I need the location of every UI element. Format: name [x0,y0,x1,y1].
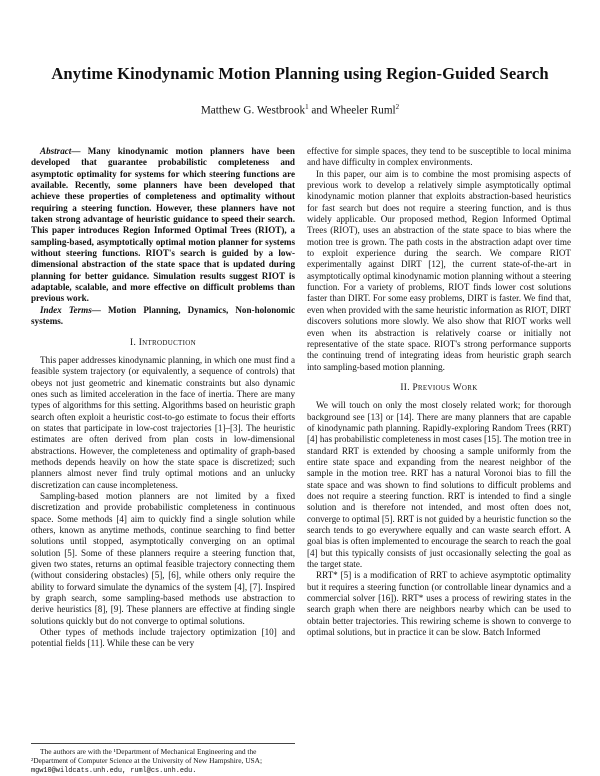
author-1: Matthew G. Westbrook [200,104,306,117]
author-1-affil: 1 [305,103,309,111]
author-conjunction: and [308,104,331,117]
paragraph: In this paper, our aim is to combine the most promising aspects of previous work to develop a relatively simple asymptotically optimal kinodynamic motion planner that exploits abstraction-based heuristics for fast search but does not require a steering function, and is thus widely applicable. Our proposed method, Region Informed Optimal Trees (RIOT), uses an abstraction of the state space to bias where the motion tree is grown. The path costs in the abstraction adapt over time to exploit experience during the search. We compare RIOT experimentally against DIRT [12], the current state-of-the-art in asymptotically optimal kinodynamic motion planning without a steering function. For a variety of problems, RIOT finds lower cost solutions faster than DIRT. For some easy problems, DIRT is faster. We find that, even when provided with the same heuristic information as RIOT, DIRT discovers solutions more slowly. We also show that RIOT works well even when its abstraction is relatively coarse or initially not representative of the state space. RIOT's strong performance supports the continuing trend of integrating ideas from heuristic graph search into sampling-based motion planning. [307,168,571,372]
abstract-label: Abstract [40,146,72,156]
right-column [307,146,571,638]
abstract-text: — Many kinodynamic motion planners have been developed that guarantee probabilistic completeness and asymptotic optimality for systems for which steering functions are available. Recently, some planners have been developed that achieve these properties of completeness and optimality without requiring a steering function. However, these planners have not taken strong advantage of heuristic guidance to speed their search. This paper introduces Region Informed Optimal Trees (RIOT), a sampling-based, asymptotically optimal motion planner for systems without steering functions. RIOT's search is guided by a low-dimensional abstraction of the state space that is updated during planning for better guidance. Simulation results suggest RIOT is adaptable, scalable, and more effective on difficult problems than previous work. [31,146,295,304]
author-2: Wheeler Ruml [330,104,396,117]
footnote-affiliation: The authors are with the ¹Department of Mechanical Engineering and the ²Department of Computer Science at the University of New Hampshire, USA; [31,747,263,765]
section-title: Previous Work [412,382,478,393]
index-terms [31,305,295,328]
author-line [0,103,600,117]
author-2-affil: 2 [395,103,400,111]
abstract [31,146,295,305]
section-heading-introduction [31,338,295,349]
section-title: Introduction [138,337,196,348]
footnote [31,743,295,776]
paragraph: Other types of methods include trajectory optimization [10] and potential fields [11]. While these can be very [31,627,295,649]
index-terms-label: Index Terms [40,304,92,315]
section-number: I. [130,337,139,348]
index-terms-text: — Motion Planning, Dynamics, Non-holonomic systems. [31,304,295,327]
paragraph: This paper addresses kinodynamic planning, in which one must find a feasible system trajectory (or equivalently, a sequence of controls) that obeys not just geometric and kinematic constraints but also dynamic ones such as limited acceleration in the face of inertia. There are many types of algorithms for this setting. Algorithms based on heuristic graph search often exploit a heuristic cost-to-go estimate to focus their efforts on states that participate in low-cost trajectories [1]–[3]. The heuristic estimates are often derived from plan costs in low-dimensional abstractions. However, the completeness and optimality of graph-based methods depends heavily on how the state space is discretized; such planners almost never find truly optimal motions and an unlucky discretization can cause incompleteness. [31,354,295,490]
section-number: II. [400,382,413,393]
footnote-emails: mgw10@wildcats.unh.edu, ruml@cs.unh.edu. [31,767,197,775]
paragraph: effective for simple spaces, they tend to be susceptible to local minima and have difficulty in complex environments. [307,146,571,168]
paragraph: Sampling-based motion planners are not limited by a fixed discretization and provide probabilistic completeness in continuous space. Some methods [4] aim to quickly find a single solution while others, known as anytime methods, continue searching to find better solutions until stopped, asymptotically converging on an optimal solution [5]. Some of these planners require a steering function that, given two states, returns an optimal feasible trajectory connecting them (without considering obstacles) [5], [6], while others only require the ability to forward simulate the dynamics of the system [4], [7]. Inspired by graph search, some sampling-based methods use abstraction to derive heuristics [8], [9]. These planners are effective at finding single solutions quickly but do not converge to optimal solutions. [31,490,295,626]
footnote-text [31,747,295,776]
paragraph: RRT* [5] is a modification of RRT to achieve asymptotic optimality but it requires a steering function (or controllable linear dynamics and a commercial solver [16]). RRT* uses a process of rewiring states in the search graph when there are neighbors nearby which can be used to obtain better trajectories. This rewiring scheme is shown to converge to optimal solutions, but in practice it can be slow. Batch Informed [307,570,571,638]
left-column [31,146,295,650]
paragraph: We will touch on only the most closely related work; for thorough background see [13] or [14]. There are many planners that are capable of kinodynamic path planning. Rapidly-exploring Random Trees (RRT) [4] has probabilistic completeness in most cases [15]. The motion tree in standard RRT is extended by choosing a sample uniformly from the entire state space and expanding from the nearest neighbor of the sample in the motion tree. RRT has a natural Voronoi bias to fill the state space and was shown to find solutions to difficult problems and does not require a steering function. RRT is intended to find a single solution and is therefore not intended, and most often does not, converge to optimal [5]. RRT is not guided by a heuristic function so the search tends to go everywhere equally and can waste search effort. A goal bias is often implemented to encourage the search to reach the goal [4] but this typically consists of just occasionally selecting the goal as the target state. [307,400,571,570]
section-heading-previous-work [307,383,571,394]
paper-title: Anytime Kinodynamic Motion Planning using Region-Guided Search [51,64,549,83]
